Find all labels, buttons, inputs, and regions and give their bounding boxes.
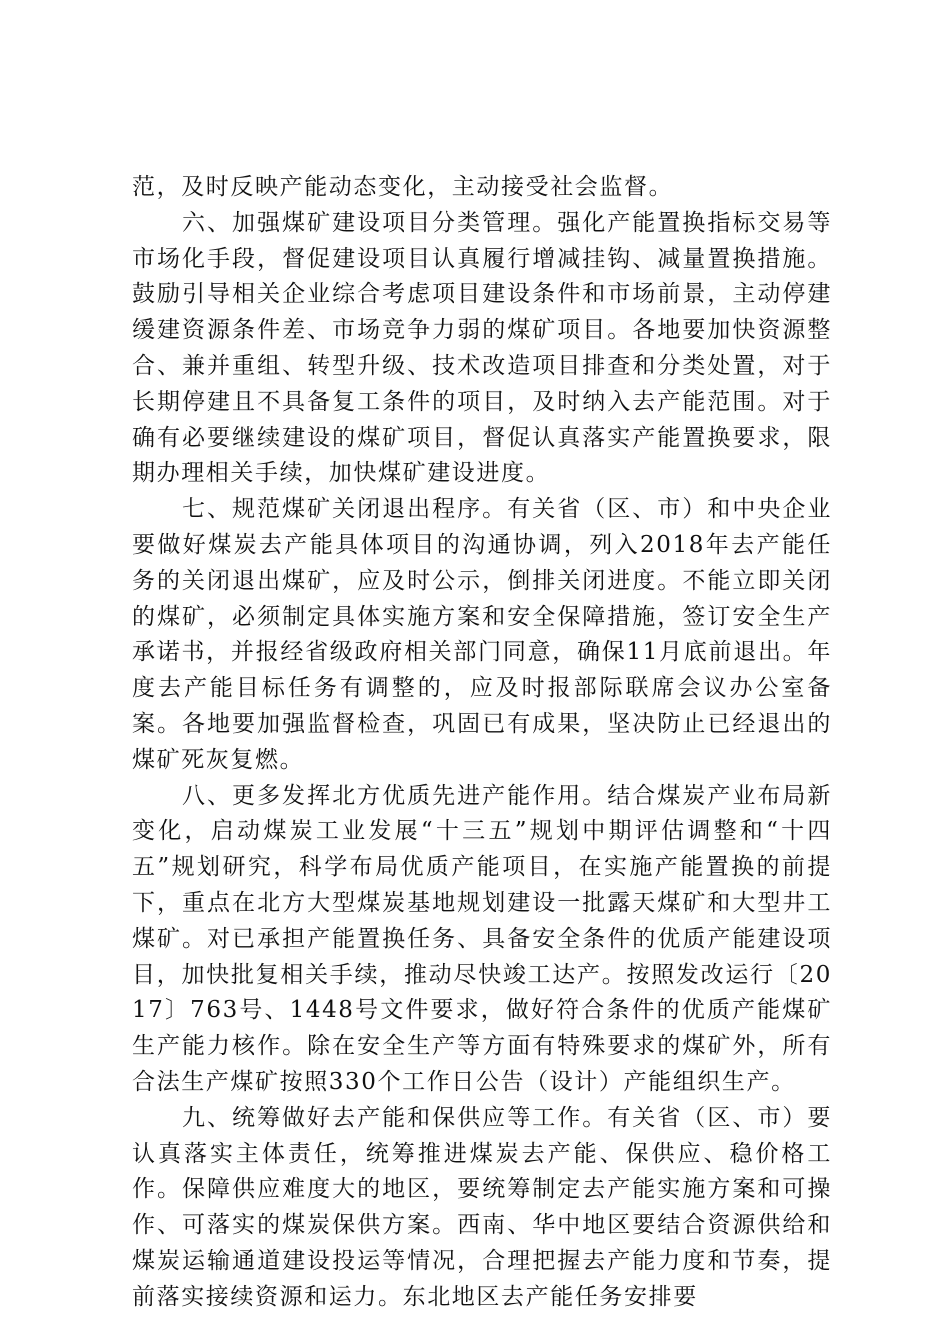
paragraph-section-9: 九、统筹做好去产能和保供应等工作。有关省（区、市）要认真落实主体责任，统筹推进煤炭去产能、保供应、稳价格工作。保障供应难度大的地区，要统筹制定去产能实施方案和可操作、可落实的煤炭保供方案。西南、华中地区要结合资源供给和煤炭运输通道建设投运等情况，合理把握去产能力度和节奏，提前落实接续资源和运力。东北地区去产能任务安排要 xyxy=(132,1104,832,1310)
paragraph-section-7: 七、规范煤矿关闭退出程序。有关省（区、市）和中央企业要做好煤炭去产能具体项目的沟通协调，列入2018年去产能任务的关闭退出煤矿，应及时公示，倒排关闭进度。不能立即关闭的煤矿，必须制定具体实施方案和安全保障措施，签订安全生产承诺书，并报经省级政府相关部门同意，确保11月底前退出。年度去产能目标任务有调整的，应及时报部际联席会议办公室备案。各地要加强监督检查，巩固已有成果，坚决防止已经退出的煤矿死灰复燃。 xyxy=(132,496,832,773)
paragraph-section-6: 六、加强煤矿建设项目分类管理。强化产能置换指标交易等市场化手段，督促建设项目认真履行增减挂钩、减量置换措施。鼓励引导相关企业综合考虑项目建设条件和市场前景，主动停建缓建资源条件差、市场竞争力弱的煤矿项目。各地要加快资源整合、兼并重组、转型升级、技术改造项目排查和分类处置，对于长期停建且不具备复工条件的项目，及时纳入去产能范围。对于确有必要继续建设的煤矿项目，督促认真落实产能置换要求，限期办理相关手续，加快煤矿建设进度。 xyxy=(132,209,832,487)
paragraph-section-8: 八、更多发挥北方优质先进产能作用。结合煤炭产业布局新变化，启动煤炭工业发展“十三五”规划中期评估调整和“十四五”规划研究，科学布局优质产能项目，在实施产能置换的前提下，重点在北方大型煤炭基地规划建设一批露天煤矿和大型井工煤矿。对已承担产能置换任务、具备安全条件的优质产能建设项目，加快批复相关手续，推动尽快竣工达产。按照发改运行〔2017〕763号、1448号文件要求，做好符合条件的优质产能煤矿生产能力核作。除在安全生产等方面有特殊要求的煤矿外，所有合法生产煤矿按照330个工作日公告（设计）产能组织生产。 xyxy=(132,782,832,1095)
document-body xyxy=(132,170,832,1316)
paragraph-continuation: 范，及时反映产能动态变化，主动接受社会监督。 xyxy=(132,174,674,200)
